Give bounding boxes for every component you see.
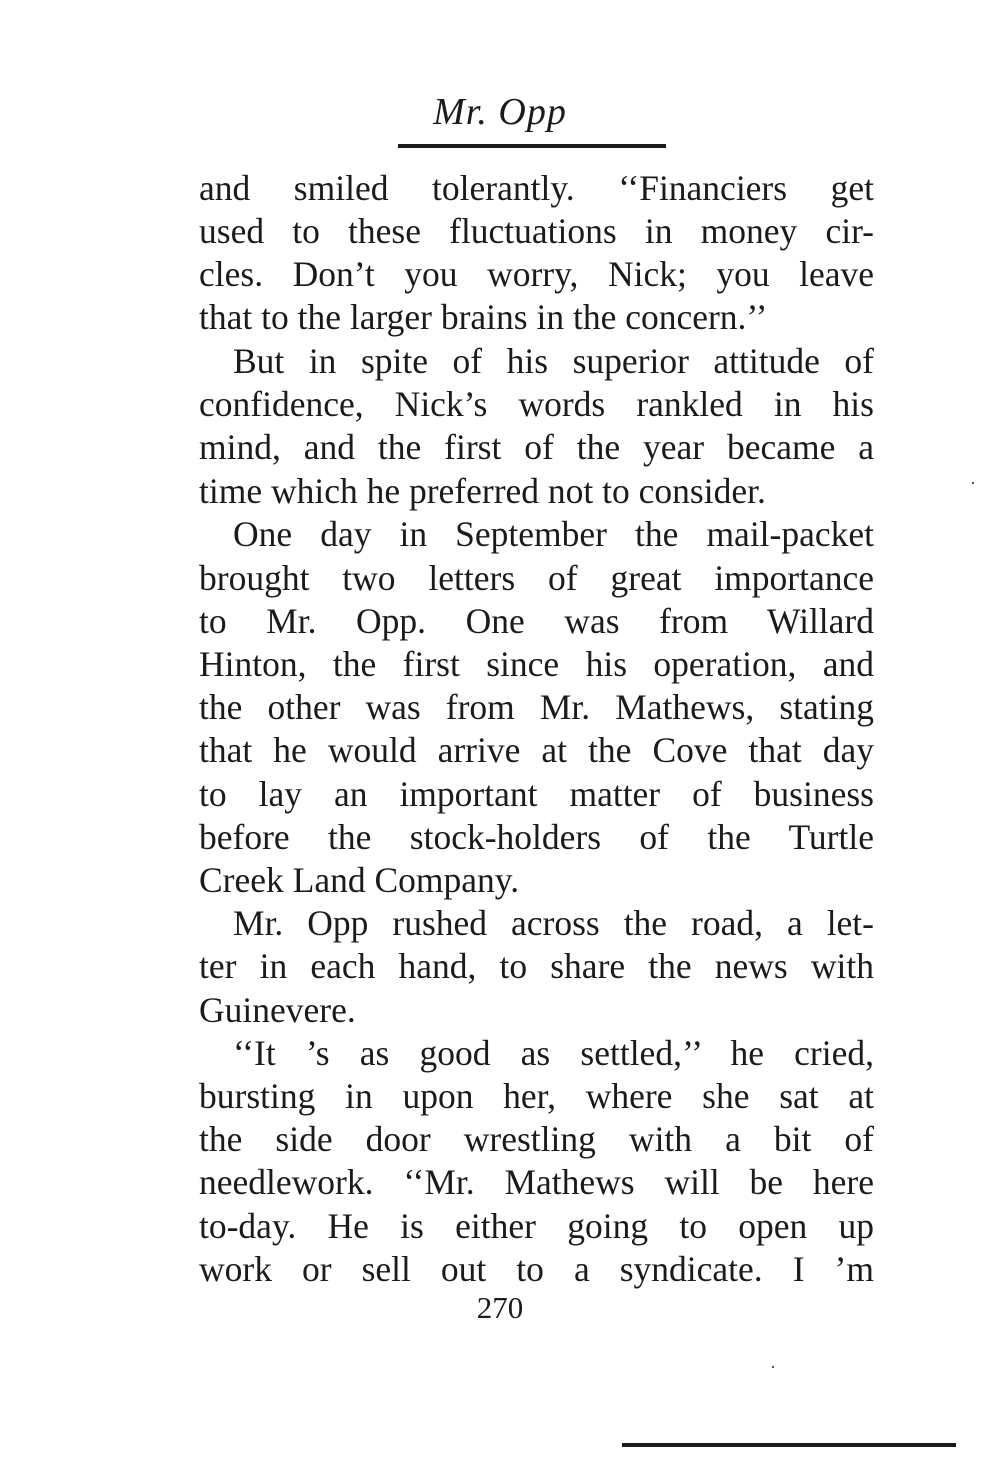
- text-line: work or sell out to a syndicate. I ’m: [199, 1249, 874, 1289]
- text-line: Mr. Opp rushed across the road, a let-: [233, 903, 874, 943]
- running-head-rule: [398, 144, 666, 148]
- running-head: Mr. Opp: [433, 91, 567, 133]
- text-line: to Mr. Opp. One was from Willard: [199, 601, 874, 641]
- text-line: needlework. ‘‘Mr. Mathews will be here: [199, 1162, 874, 1202]
- text-line: confidence, Nick’s words rankled in his: [199, 384, 874, 424]
- text-line: Creek Land Company.: [199, 860, 520, 900]
- text-line: time which he preferred not to consider.: [199, 471, 766, 511]
- text-line: the side door wrestling with a bit of: [199, 1119, 874, 1159]
- text-line: Hinton, the first since his operation, and: [199, 644, 874, 684]
- text-line: ter in each hand, to share the news with: [199, 946, 874, 986]
- footer-rule: [622, 1443, 956, 1447]
- scan-speck: [772, 1366, 774, 1368]
- scan-speck: [972, 482, 974, 484]
- text-line: cles. Don’t you worry, Nick; you leave: [199, 254, 874, 294]
- text-line: before the stock-holders of the Turtle: [199, 817, 874, 857]
- text-line: that to the larger brains in the concern.’’: [199, 297, 768, 337]
- text-line: and smiled tolerantly. ‘‘Financiers get: [199, 168, 874, 208]
- text-line: But in spite of his superior attitude of: [233, 341, 874, 381]
- text-line: to lay an important matter of business: [199, 774, 874, 814]
- text-line: to-day. He is either going to open up: [199, 1206, 874, 1246]
- text-line: Guinevere.: [199, 990, 356, 1030]
- text-line: brought two letters of great importance: [199, 558, 874, 598]
- text-line: ‘‘It ’s as good as settled,’’ he cried,: [233, 1033, 874, 1073]
- text-line: used to these fluctuations in money cir-: [199, 211, 874, 251]
- text-line: that he would arrive at the Cove that day: [199, 730, 874, 770]
- text-line: mind, and the first of the year became a: [199, 427, 874, 467]
- text-line: One day in September the mail-packet: [233, 514, 874, 554]
- text-line: bursting in upon her, where she sat at: [199, 1076, 874, 1116]
- page-number: 270: [476, 1290, 524, 1325]
- text-line: the other was from Mr. Mathews, stating: [199, 687, 874, 727]
